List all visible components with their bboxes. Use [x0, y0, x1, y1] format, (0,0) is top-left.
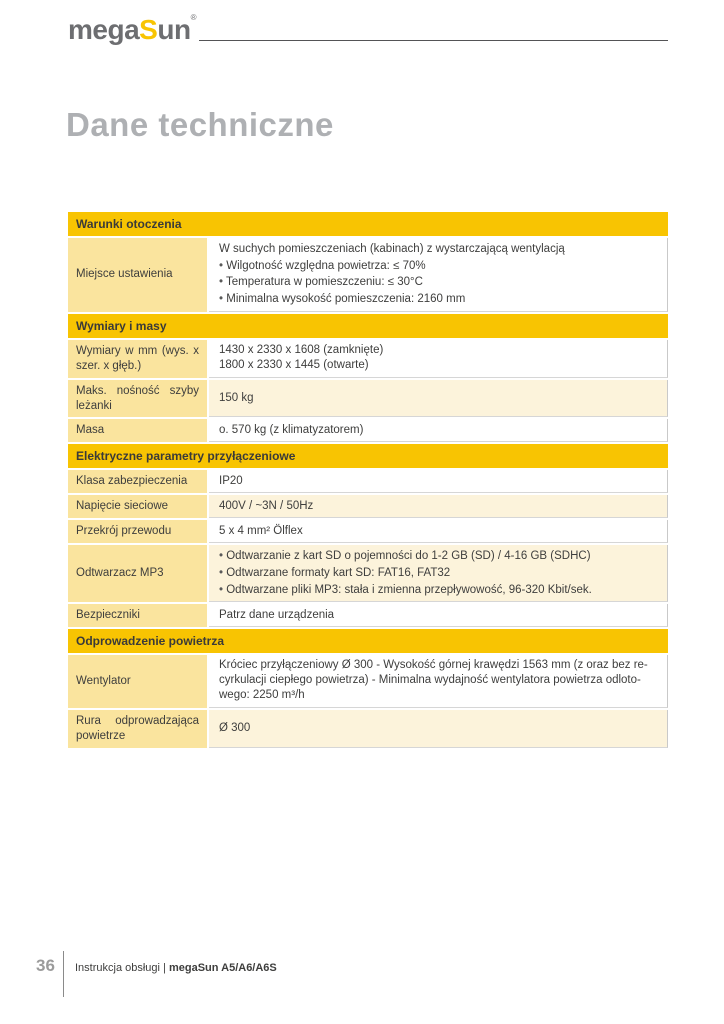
row-value-napiecie-sieciowe: 400V / ~3N / 50Hz — [209, 495, 668, 518]
row-label-wymiary: Wymiary w mm (wys. x szer. x głęb.) — [68, 340, 207, 378]
bullet-item: • Wilgotność względna powietrza: ≤ 70% — [219, 258, 657, 275]
section-header-row — [68, 629, 668, 653]
bullet-item: • Minimalna wysokość pomieszczenia: 2160 mm — [219, 291, 657, 308]
registered-trademark-icon: ® — [190, 13, 196, 22]
row-label-odtwarzacz-mp3: Odtwarzacz MP3 — [68, 545, 207, 602]
row-label-bezpieczniki: Bezpieczniki — [68, 604, 207, 627]
row-label-napiecie-sieciowe: Napięcie sieciowe — [68, 495, 207, 518]
table-row — [68, 710, 668, 748]
header-divider-line — [199, 40, 668, 41]
section-header-row — [68, 212, 668, 236]
row-label-miejsce-ustawienia: Miejsce ustawienia — [68, 238, 207, 312]
table-row — [68, 655, 668, 708]
page-title: Dane techniczne — [66, 106, 334, 143]
megasun-logo — [68, 13, 196, 45]
row-value-miejsce-ustawienia — [209, 238, 668, 312]
table-row — [68, 604, 668, 627]
bullet-item: • Odtwarzane pliki MP3: stała i zmienna przepływowość, 96-320 Kbit/sek. — [219, 582, 657, 599]
value-line: 1430 x 2330 x 1608 (zamknięte) — [219, 343, 384, 356]
table-row — [68, 520, 668, 543]
footer-product-name: megaSun A5/A6/A6S — [168, 962, 277, 974]
bullet-item: • Temperatura w pomieszczeniu: ≤ 30°C — [219, 274, 657, 291]
footer-divider-line — [63, 951, 64, 997]
section-header-elektryczne-parametry: Elektryczne parametry przyłączeniowe — [68, 444, 668, 468]
row-value-masa: o. 570 kg (z klimatyzatorem) — [209, 419, 668, 442]
logo-text-suffix: un — [157, 14, 191, 45]
table-row — [68, 495, 668, 518]
row-label-wentylator: Wentylator — [68, 655, 207, 708]
footer-text — [75, 962, 277, 974]
row-label-rura-odprowadzajaca: Rura odprowadzająca powietrze — [68, 710, 207, 748]
table-row — [68, 380, 668, 418]
value-line: cyrkulacji ciepłego powietrza) - Minimalna wydajność wentylatora powietrza odloto- — [219, 674, 641, 687]
row-label-przekroj-przewodu: Przekrój przewodu — [68, 520, 207, 543]
page-header — [68, 13, 668, 45]
row-value-przekroj-przewodu: 5 x 4 mm² Ölflex — [209, 520, 668, 543]
technical-data-table — [66, 210, 670, 750]
row-label-maks-nosnosc: Maks. nośność szyby leżanki — [68, 380, 207, 418]
section-header-odprowadzenie-powietrza: Odprowadzenie powietrza — [68, 629, 668, 653]
section-header-row — [68, 314, 668, 338]
value-line: 1800 x 2330 x 1445 (otwarte) — [219, 359, 369, 372]
table-row — [68, 545, 668, 602]
value-line: wego: 2250 m³/h — [219, 689, 305, 702]
value-line: Króciec przyłączeniowy Ø 300 - Wysokość górnej krawędzi 1563 mm (z oraz bez re- — [219, 659, 648, 672]
footer-page-number: 36 — [36, 956, 55, 975]
logo-text-prefix: mega — [68, 14, 140, 45]
table-row — [68, 470, 668, 493]
row-label-klasa-zabezpieczenia: Klasa zabezpieczenia — [68, 470, 207, 493]
bullet-item: • Odtwarzanie z kart SD o pojemności do 1-2 GB (SD) / 4-16 GB (SDHC) — [219, 548, 657, 565]
section-header-row — [68, 444, 668, 468]
logo-text-accent: S — [139, 14, 158, 45]
row-value-bezpieczniki: Patrz dane urządzenia — [209, 604, 668, 627]
section-header-warunki-otoczenia: Warunki otoczenia — [68, 212, 668, 236]
row-value-odtwarzacz-mp3 — [209, 545, 668, 602]
table-row — [68, 238, 668, 312]
row-value-wymiary — [209, 340, 668, 378]
section-header-wymiary-i-masy: Wymiary i masy — [68, 314, 668, 338]
table-row — [68, 419, 668, 442]
row-value-rura-odprowadzajaca: Ø 300 — [209, 710, 668, 748]
table-row — [68, 340, 668, 378]
value-intro-line: W suchych pomieszczeniach (kabinach) z wystarczającą wentylacją — [219, 243, 565, 255]
footer-manual-label: Instrukcja obsługi | — [75, 962, 169, 974]
bullet-item: • Odtwarzane formaty kart SD: FAT16, FAT32 — [219, 565, 657, 582]
row-label-masa: Masa — [68, 419, 207, 442]
row-value-maks-nosnosc: 150 kg — [209, 380, 668, 418]
row-value-wentylator — [209, 655, 668, 708]
row-value-klasa-zabezpieczenia: IP20 — [209, 470, 668, 493]
